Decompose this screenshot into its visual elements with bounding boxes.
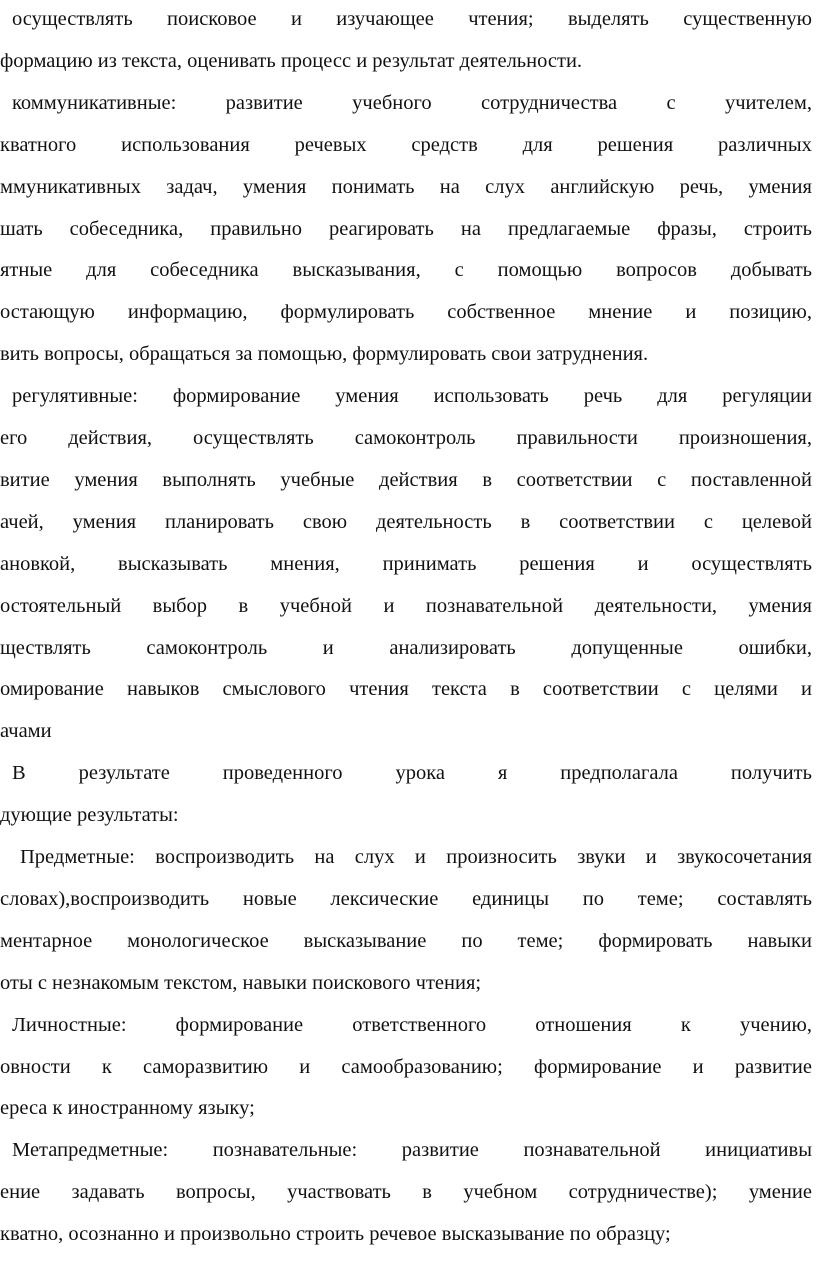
text-line: его действия, осуществлять самоконтроль правильности произношения, xyxy=(0,427,812,449)
text-line: ментарное монологическое высказывание по теме; формировать навыки xyxy=(0,929,812,952)
text-line: шать собеседника, правильно реагировать на предлагаемые фразы, строить xyxy=(0,217,812,240)
text-line: ачами xyxy=(0,720,52,743)
text-line: Предметные: воспроизводить на слух и произносить звуки и звукосочетания xyxy=(20,846,812,868)
text-line: оты с незнакомым текстом, навыки поискового чтения; xyxy=(0,971,482,994)
text-line: овности к саморазвитию и самообразованию; формирование и развитие xyxy=(0,1055,812,1078)
text-line: формацию из текста, оценивать процесс и результат деятельности. xyxy=(0,49,583,72)
text-line: ановкой, высказывать мнения, принимать решения и осуществлять xyxy=(0,552,812,575)
text-line: кватного использования речевых средств для решения различных xyxy=(0,133,812,156)
text-line: кватно, осознанно и произвольно строить речевое высказывание по образцу; xyxy=(0,1223,671,1246)
text-line: осуществлять поисковое и изучающее чтения; выделять существенную xyxy=(12,8,812,30)
text-line: вить вопросы, обращаться за помощью, формулировать свои затруднения. xyxy=(0,343,649,366)
text-line: словах),воспроизводить новые лексические единицы по теме; составлять xyxy=(0,887,812,910)
text-line: остоятельный выбор в учебной и познавательной деятельности, умения xyxy=(0,594,812,617)
text-line: Метапредметные: познавательные: развитие познавательной инициативы xyxy=(12,1139,812,1162)
text-line: коммуникативные: развитие учебного сотрудничества с учителем, xyxy=(12,91,812,114)
text-line: Личностные: формирование ответственного отношения к учению, xyxy=(12,1013,812,1036)
text-line: ятные для собеседника высказывания, с помощью вопросов добывать xyxy=(0,259,812,282)
text-line: ереса к иностранному языку; xyxy=(0,1097,255,1120)
text-line: ществлять самоконтроль и анализировать допущенные ошибки, xyxy=(0,636,812,659)
text-line: регулятивные: формирование умения использовать речь для регуляции xyxy=(12,385,812,408)
text-line: остающую информацию, формулировать собственное мнение и позицию, xyxy=(0,301,812,324)
text-line: ачей, умения планировать свою деятельность в соответствии с целевой xyxy=(0,510,812,533)
text-line: ение задавать вопросы, участвовать в учебном сотрудничестве); умение xyxy=(0,1181,812,1204)
text-line: дующие результаты: xyxy=(0,804,179,827)
text-line: омирование навыков смыслового чтения текста в соответствии с целями и xyxy=(0,678,812,701)
text-line: витие умения выполнять учебные действия в соответствии с поставленной xyxy=(0,468,812,491)
text-line: В результате проведенного урока я предполагала получить xyxy=(12,762,812,785)
text-line: ммуникативных задач, умения понимать на слух английскую речь, умения xyxy=(0,175,812,198)
